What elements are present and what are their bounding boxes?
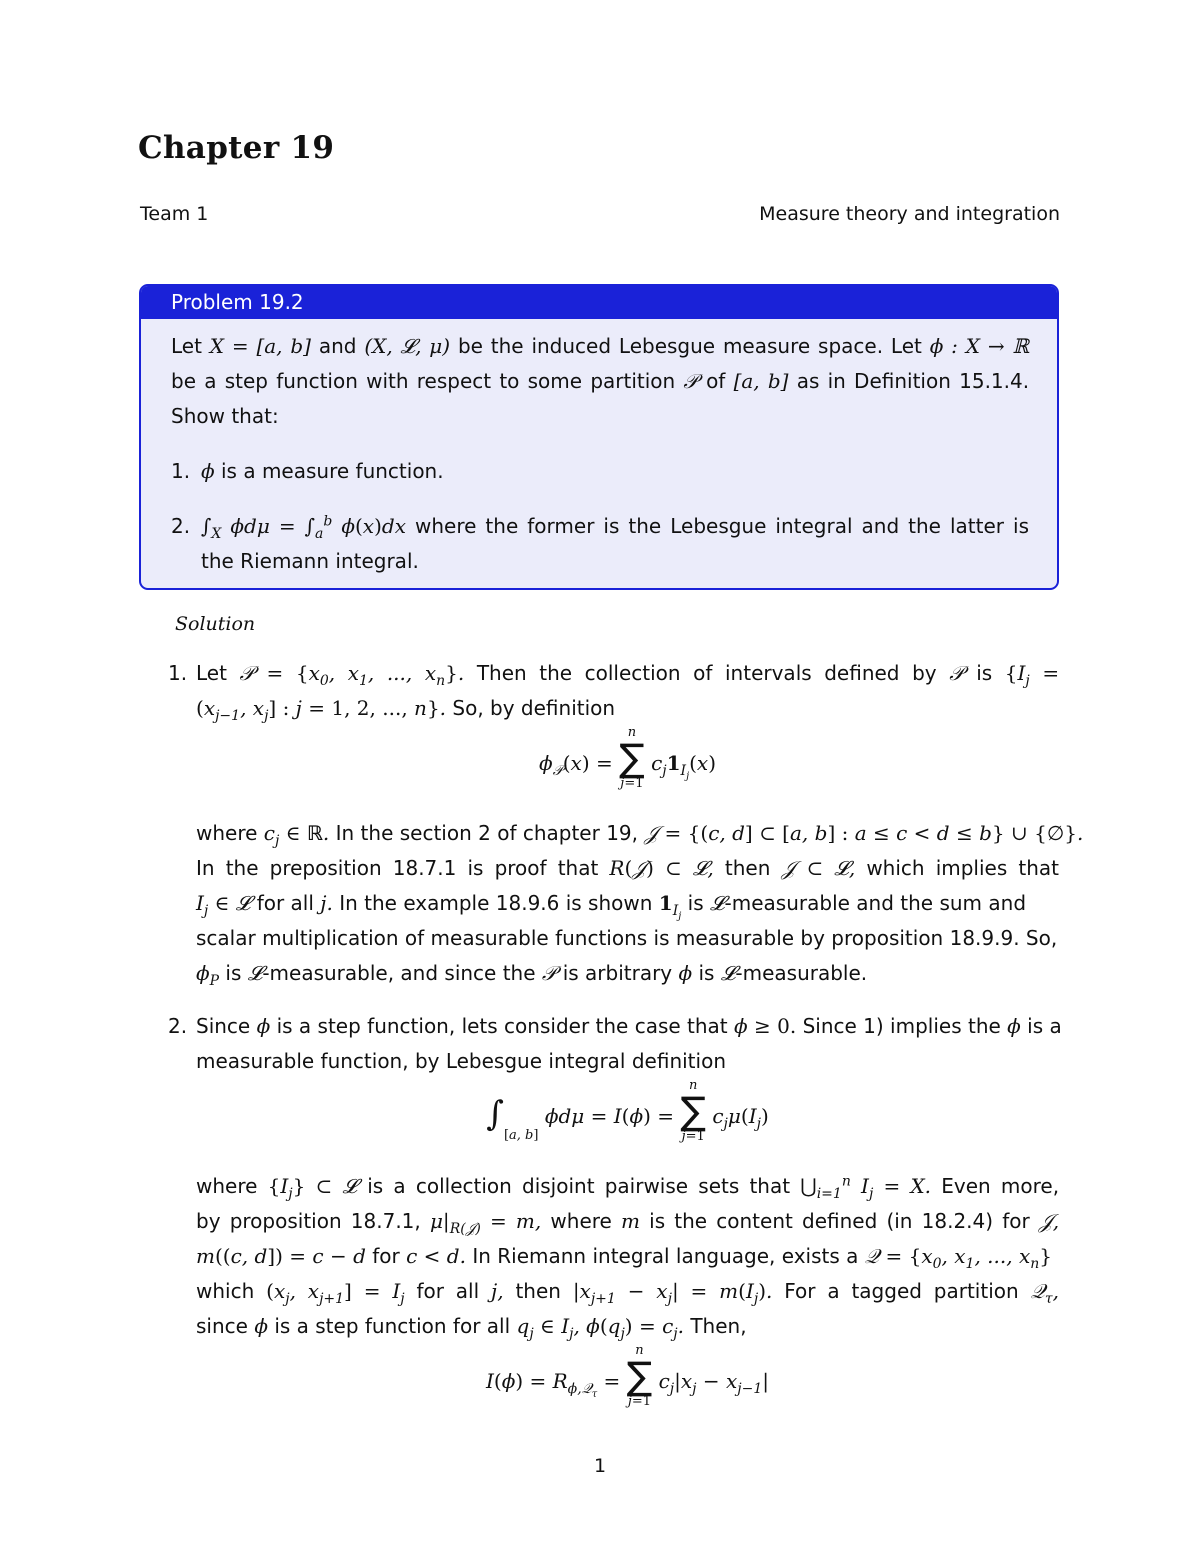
course-label: Measure theory and integration (759, 203, 1060, 225)
equation-riemann-sum: $I(\phi) = R_{\phi,𝒬_\tau}$ = n ∑ j=1 $c_j|x_j - x_{j-1}|$ (485, 1343, 770, 1409)
problem-box (139, 284, 1059, 590)
team-label: Team 1 (140, 203, 209, 225)
solution-label: Solution (175, 613, 256, 635)
page-number: 1 (593, 1455, 607, 1477)
solution-item-1: 1. Let 𝒫 = {$x_0$, $x_1$, ..., $x_n$}. Then the collection of intervals defined by 𝒫 is {$I_j$ = ($x_{j-1}$, $x_j$] : j = 1, 2, ..., n}. So, by definition $\phi_𝒫(x)$ = n ∑ j=1 $c_j1_{I_j}(x)$ where $c_j$ ∈ ℝ. In the section 2 of chapter 19, 𝒥 = {(c, d] ⊂ [a, b] : a ≤ c < d ≤ b} ∪ {∅}. In the preposition 18.7.1 is proof that R(𝒥) ⊂ 𝓛, then 𝒥 ⊂ 𝓛, which implies that $I_j$ ∈ 𝓛 for all j. In the example 18.9.6 is shown $1_{I_j}$ is 𝓛-measurable and the sum and scalar multiplication of measurable functions is measurable by proposition 18.9.9. So, $\phi_P$ is 𝓛-measurable, and since the 𝒫 is arbitrary ϕ is 𝓛-measurable. (168, 661, 1084, 989)
solution-item-2: 2. Since ϕ is a step function, lets consider the case that ϕ ≥ 0. Since 1) implies the ϕ is a measurable function, by Lebesgue integral definition $\int_{[a, b]}$ ϕdμ = I(ϕ) = n ∑ j=1 $c_j\mu(I_j)$ where $\{I_j\}$ ⊂ 𝓛 is a collection disjoint pairwise sets that $⋃_{i=1}^n$ $I_j = X$. Even more, by proposition 18.7.1, $\mu|_{R(𝒥)} = m$, where m is the content defined (in 18.2.4) for 𝒥, m((c, d]) = c − d for c < d. In Riemann integral language, exists a 𝒬 = {$x_0$, $x_1$, ..., $x_n$} which ($x_j$, $x_{j+1}] = I_j$ for all j, then $|x_{j+1} - x_j| = m(I_j)$. For a tagged partition 𝒬$_\tau$, since ϕ is a step function for all $q_j$ ∈ $I_j$, $\phi(q_j) = c_j$. Then, $I(\phi) = R_{\phi,𝒬_\tau}$ = n ∑ j=1 $c_j|x_j - x_{j-1}|$ (168, 1009, 1059, 1434)
equation-lebesgue-integral: $\int_{[a, b]}$ ϕdμ = I(ϕ) = n ∑ j=1 $c_j\mu(I_j)$ (486, 1078, 769, 1144)
problem-line-2: be a step function with respect to some partition 𝒫 of [a, b] as in Definition 15.1.4. (171, 369, 1030, 393)
problem-item-2: 2. $\int_X$ $\phi d\mu = \int_a^b$ ϕ(x)dx where the former is the Lebesgue integral and the latter is the Riemann integral. (171, 513, 1029, 573)
problem-item-1: 1. ϕ is a measure function. (171, 459, 444, 483)
problem-title: Problem 19.2 (141, 286, 1057, 319)
problem-statement (171, 329, 1029, 579)
problem-line-1: Let X = [a, b] and (X, 𝓛, μ) be the induced Lebesgue measure space. Let ϕ : X → ℝ (171, 334, 1030, 358)
chapter-title: Chapter 19 (138, 130, 335, 166)
equation-step-function: $\phi_𝒫(x)$ = n ∑ j=1 $c_j1_{I_j}(x)$ (538, 725, 717, 791)
problem-line-3: Show that: (171, 404, 279, 428)
